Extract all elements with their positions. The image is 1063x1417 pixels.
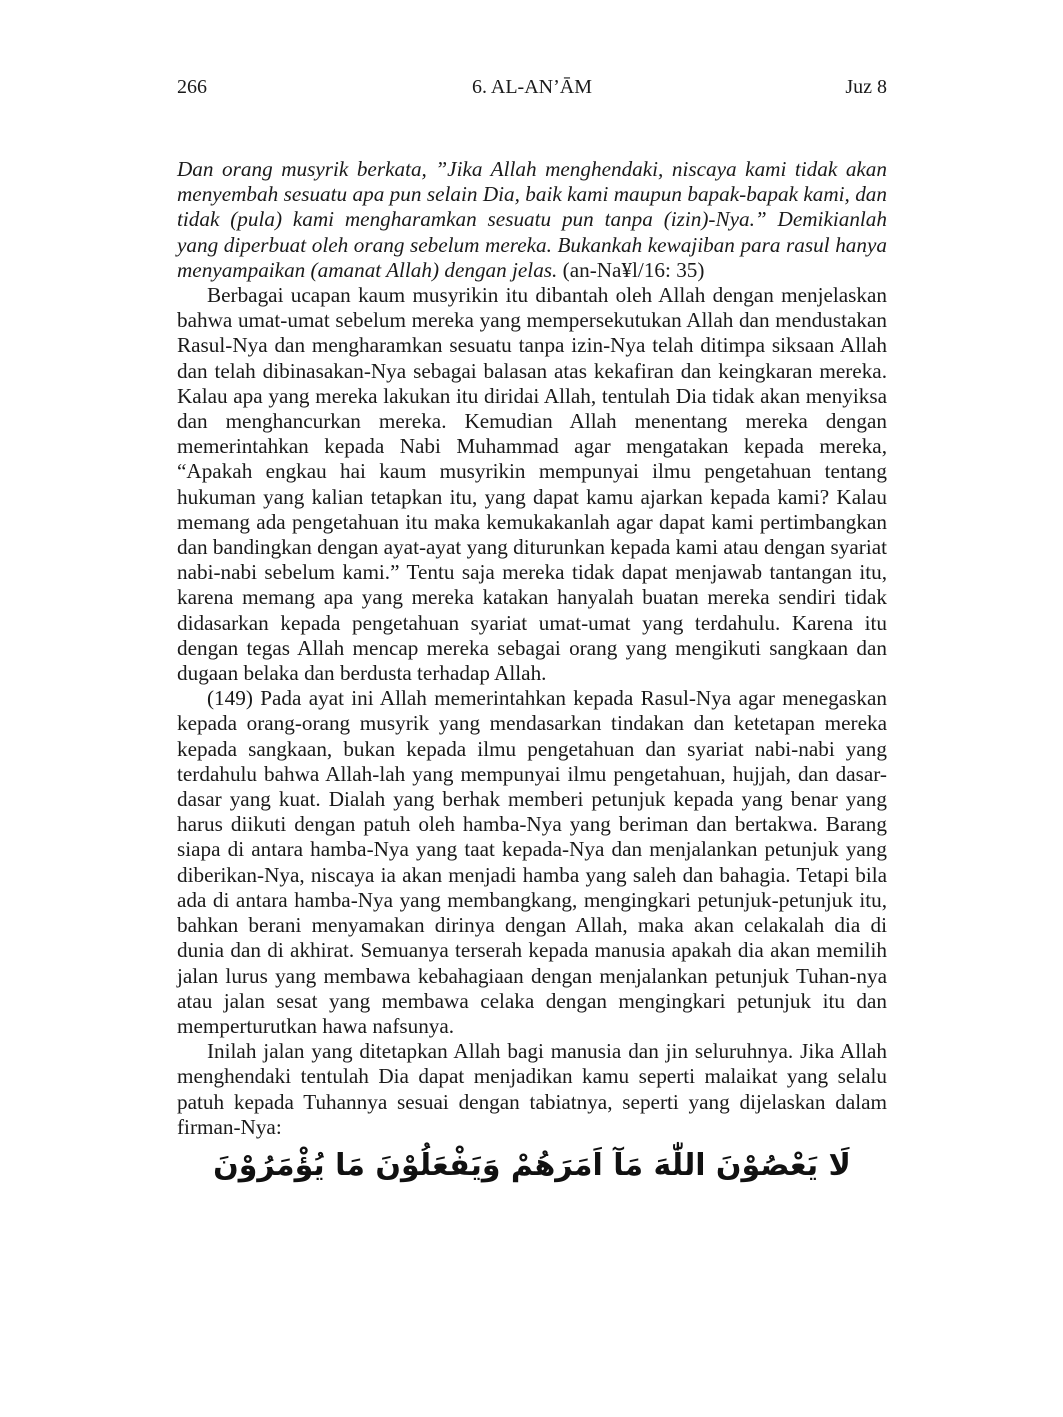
quote-reference: (an-Na¥l/16: 35) <box>557 257 705 282</box>
page-header <box>177 76 887 102</box>
page-body <box>177 157 887 1188</box>
paragraph-3: Inilah jalan yang ditetapkan Allah bagi manusia dan jin seluruhnya. Jika Allah menghendaki tentulah Dia dapat menjadikan kamu seperti malaikat yang selalu patuh kepada Tuhannya sesuai dengan tabiatnya, seperti yang dijelaskan dalam firman-Nya: <box>177 1039 887 1139</box>
chapter-title: 6. AL-AN’ĀM <box>472 76 592 98</box>
juz-label: Juz 8 <box>845 76 887 98</box>
paragraph-1: Berbagai ucapan kaum musyrikin itu dibantah oleh Allah dengan menjelaskan bahwa umat-umat sebelum mereka yang mempersekutukan Allah dan mendustakan Rasul-Nya dan mengharamkan sesuatu tanpa izin-Nya telah ditimpa siksaan Allah dan telah dibinasakan-Nya sebagai balasan atas kekafiran dan keingkaran mereka. Kalau apa yang mereka lakukan itu diridai Allah, tentulah Dia tidak akan menyiksa dan menghancurkan mereka. Kemudian Allah menentang mereka dengan memerintahkan kepada Nabi Muhammad agar mengatakan kepada mereka, “Apakah engkau hai kaum musyrikin mempunyai ilmu pengetahuan tentang hukuman yang kalian tetapkan itu, yang dapat kamu ajarkan kepada kami? Kalau memang ada pengetahuan itu maka kemukakanlah agar dapat kami pertimbangkan dan bandingkan dengan ayat-ayat yang diturunkan kepada kami atau dengan syariat nabi-nabi sebelum kami.” Tentu saja mereka tidak dapat menjawab tantangan itu, karena memang apa yang mereka katakan hanyalah buatan mereka sendiri tidak didasarkan kepada pengetahuan syariat umat-umat yang terdahulu. Karena itu dengan tegas Allah mencap mereka sebagai orang yang mengikuti sangkaan dan dugaan belaka dan berdusta terhadap Allah. <box>177 283 887 686</box>
quote-text: Dan orang musyrik berkata, ”Jika Allah menghendaki, niscaya kami tidak akan menyembah sesuatu apa pun selain Dia, baik kami maupun bapak-bapak kami, dan tidak (pula) kami mengharamkan sesuatu pun tanpa (izin)-Nya.” Demikianlah yang diperbuat oleh orang sebelum mereka. Bukankah kewajiban para rasul hanya menyampaikan (amanat Allah) dengan jelas. <box>177 157 887 282</box>
page-number: 266 <box>177 76 207 98</box>
quranic-translation-quote <box>177 157 887 283</box>
arabic-verse: لَا يَعْصُوْنَ اللّٰهَ مَآ اَمَرَهُمْ وَيَفْعَلُوْنَ مَا يُؤْمَرُوْنَ <box>213 1147 851 1183</box>
paragraph-2: (149) Pada ayat ini Allah memerintahkan kepada Rasul-Nya agar menegaskan kepada orang-orang musyrik yang mendasarkan tindakan dan ketetapan mereka kepada sangkaan, bukan kepada ilmu pengetahuan dan syariat nabi-nabi yang terdahulu bahwa Allah-lah yang mempunyai ilmu pengetahuan, hujjah, dan dasar-dasar yang kuat. Dialah yang berhak memberi petunjuk kepada yang benar yang harus diikuti dengan patuh oleh hamba-Nya yang beriman dan bertakwa. Barang siapa di antara hamba-Nya yang taat kepada-Nya dan menjalankan petunjuk yang diberikan-Nya, niscaya ia akan menjadi hamba yang saleh dan bahagia. Tetapi bila ada di antara hamba-Nya yang membangkang, mengingkari petunjuk-petunjuk itu, bahkan berani menyamakan dirinya dengan Allah, maka akan celakalah dia di dunia dan di akhirat. Semuanya terserah kepada manusia apakah dia akan memilih jalan lurus yang membawa kebahagiaan dengan menjalankan petunjuk Tuhan-nya atau jalan sesat yang membawa celaka dengan mengingkari petunjuk itu dan memperturutkan hawa nafsunya. <box>177 686 887 1038</box>
